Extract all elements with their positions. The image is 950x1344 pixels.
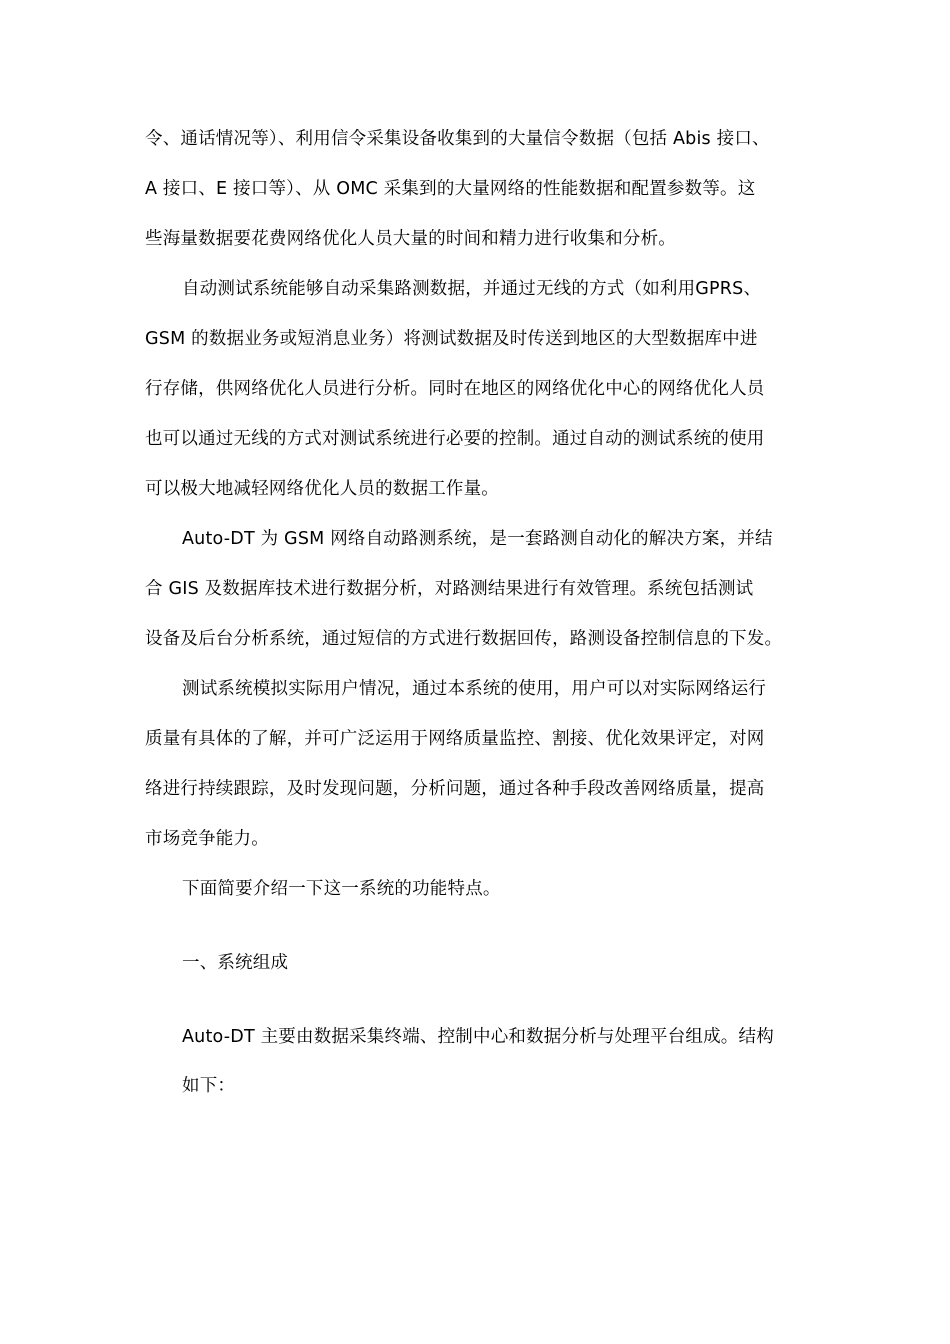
paragraph-3-line-2: 合 GIS 及数据库技术进行数据分析，对路测结果进行有效管理。系统包括测试 xyxy=(145,579,754,599)
paragraph-4-line-3: 络进行持续跟踪，及时发现问题，分析问题，通过各种手段改善网络质量，提高 xyxy=(145,779,765,799)
paragraph-2-line-5: 可以极大地减轻网络优化人员的数据工作量。 xyxy=(145,479,499,499)
paragraph-4-line-2: 质量有具体的了解，并可广泛运用于网络质量监控、割接、优化效果评定，对网 xyxy=(145,729,765,749)
paragraph-2-line-4: 也可以通过无线的方式对测试系统进行必要的控制。通过自动的测试系统的使用 xyxy=(145,429,765,449)
section-heading: 一、系统组成 xyxy=(182,953,289,973)
final-paragraph-line-1: Auto-DT 主要由数据采集终端、控制中心和数据分析与处理平台组成。结构 xyxy=(182,1027,774,1047)
paragraph-2-line-1: 自动测试系统能够自动采集路测数据，并通过无线的方式（如利用GPRS、 xyxy=(182,279,762,299)
paragraph-4-line-1: 测试系统模拟实际用户情况，通过本系统的使用，用户可以对实际网络运行 xyxy=(182,679,767,699)
final-paragraph-line-2: 如下： xyxy=(182,1076,236,1096)
paragraph-2-line-2: GSM 的数据业务或短消息业务）将测试数据及时传送到地区的大型数据库中进 xyxy=(145,329,758,349)
paragraph-5-line-1: 下面简要介绍一下这一系统的功能特点。 xyxy=(182,879,501,899)
paragraph-1-line-3: 些海量数据要花费网络优化人员大量的时间和精力进行收集和分析。 xyxy=(145,229,676,249)
paragraph-3-line-1: Auto-DT 为 GSM 网络自动路测系统，是一套路测自动化的解决方案，并结 xyxy=(182,529,773,549)
paragraph-1-line-2: A 接口、E 接口等）、从 OMC 采集到的大量网络的性能数据和配置参数等。这 xyxy=(145,179,756,199)
paragraph-4-line-4: 市场竞争能力。 xyxy=(145,829,269,849)
paragraph-3-line-3: 设备及后台分析系统，通过短信的方式进行数据回传，路测设备控制信息的下发。 xyxy=(145,629,783,649)
paragraph-2-line-3: 行存储，供网络优化人员进行分析。同时在地区的网络优化中心的网络优化人员 xyxy=(145,379,765,399)
paragraph-1-line-1: 令、通话情况等）、利用信令采集设备收集到的大量信令数据（包括 Abis 接口、 xyxy=(145,129,770,149)
